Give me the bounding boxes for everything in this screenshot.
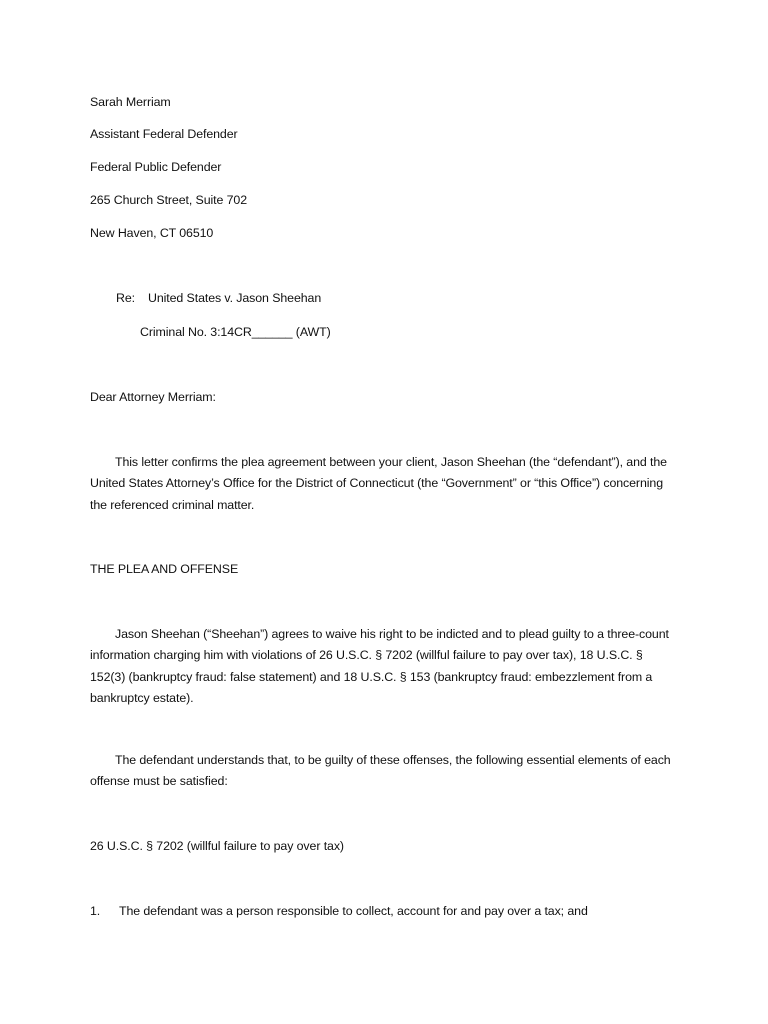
salutation: Dear Attorney Merriam:: [90, 390, 216, 404]
elements-paragraph: The defendant understands that, to be guilty of these offenses, the following essential elements of each offense must be satisfied:: [90, 753, 671, 789]
element-text: The defendant was a person responsible to collect, account for and pay over a tax; and: [119, 904, 588, 918]
section-heading: THE PLEA AND OFFENSE: [90, 562, 239, 576]
sender-name: Sarah Merriam: [90, 95, 171, 109]
statute-heading: 26 U.S.C. § 7202 (willful failure to pay over tax): [90, 839, 344, 853]
sender-office: Federal Public Defender: [90, 160, 222, 174]
element-number: 1.: [90, 904, 101, 918]
sender-city: New Haven, CT 06510: [90, 226, 214, 240]
plea-paragraph: Jason Sheehan (“Sheehan”) agrees to waive his right to be indicted and to plead guilty to a three-count information charging him with violations of 26 U.S.C. § 7202 (willful failure to pay over tax), 18 U.S.C. § 152(3) (bankruptcy fraud: false statement) and 18 U.S.C. § 153 (bankruptcy fraud: embezzlement from a bankruptcy estate).: [90, 627, 669, 705]
sender-street: 265 Church Street, Suite 702: [90, 193, 248, 207]
sender-title: Assistant Federal Defender: [90, 127, 238, 141]
intro-paragraph: This letter confirms the plea agreement between your client, Jason Sheehan (the “defendant”), and the United States Attorney’s Office for the District of Connecticut (the “Government” or “this Office”) concerning the referenced criminal matter.: [90, 455, 667, 512]
re-case-number: Criminal No. 3:14CR______ (AWT): [140, 325, 331, 339]
re-label: Re:: [116, 291, 135, 305]
re-case-name: United States v. Jason Sheehan: [148, 291, 322, 305]
